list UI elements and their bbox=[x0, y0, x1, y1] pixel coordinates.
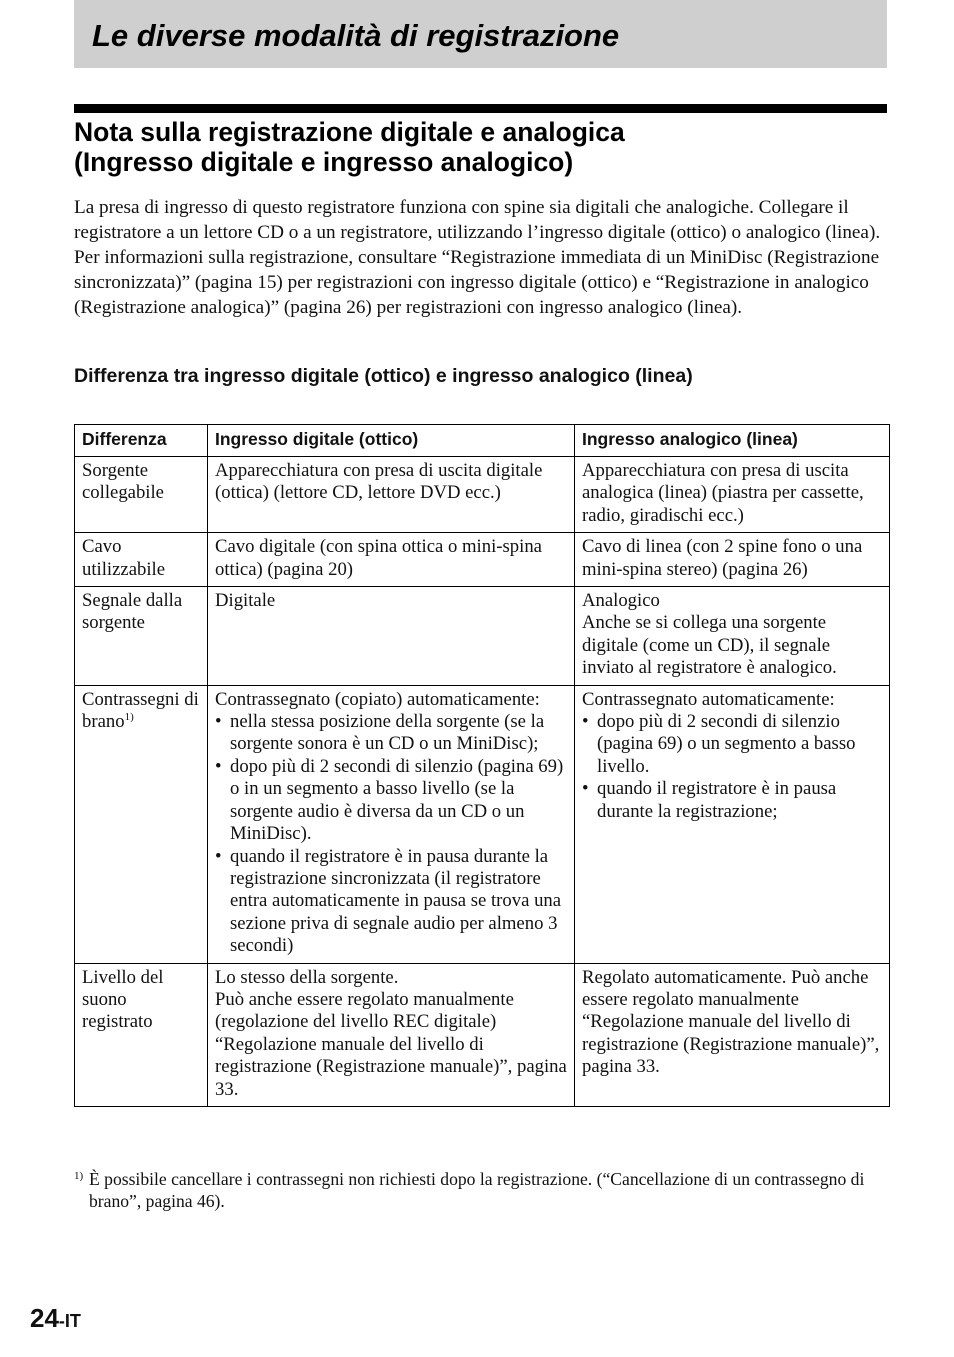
row-label: Contrassegni di brano bbox=[82, 688, 199, 733]
chapter-banner bbox=[74, 0, 887, 68]
page-language-suffix: -IT bbox=[58, 1311, 81, 1331]
digital-bullet-list bbox=[215, 711, 567, 957]
table-row bbox=[75, 685, 890, 963]
digital-cell-line: Lo stesso della sorgente. bbox=[215, 966, 399, 988]
analog-cell-intro: Contrassegnato automaticamente: bbox=[582, 688, 835, 710]
analog-cell bbox=[575, 685, 890, 963]
table-row bbox=[75, 457, 890, 533]
digital-cell-line: Può anche essere regolato manualmente (regolazione del livello REC digitale) “Regolazione manuale del livello di registrazione (Registrazione manuale)”, pagina 33. bbox=[215, 988, 567, 1100]
heading-rule bbox=[74, 104, 887, 113]
footnote-text: È possibile cancellare i contrassegni non richiesti dopo la registrazione. (“Cancellazione di un contrassegno di brano”, pagina 46). bbox=[89, 1169, 865, 1211]
analog-bullet-list bbox=[582, 711, 882, 823]
row-label: Segnale dalla sorgente bbox=[75, 587, 208, 686]
header-analog-input: Ingresso analogico (linea) bbox=[575, 425, 890, 457]
digital-cell bbox=[208, 685, 575, 963]
list-item: • dopo più di 2 secondi di silenzio (pagina 69) o in un segmento a basso livello (se la sorgente audio è diversa da un CD o un MiniDisc). bbox=[215, 756, 567, 846]
analog-cell: Regolato automaticamente. Può anche essere regolato manualmente “Regolazione manuale del livello di registrazione (Registrazione manuale)”, pagina 33. bbox=[575, 963, 890, 1106]
analog-cell-line: Anche se si collega una sorgente digitale (come un CD), il segnale inviato al registratore è analogico. bbox=[582, 612, 837, 679]
table-row bbox=[75, 533, 890, 587]
row-label-cell bbox=[75, 685, 208, 963]
table-row bbox=[75, 587, 890, 686]
table-heading: Differenza tra ingresso digitale (ottico) e ingresso analogico (linea) bbox=[74, 365, 693, 387]
digital-cell: Cavo digitale (con spina ottica o mini-spina ottica) (pagina 20) bbox=[208, 533, 575, 587]
list-item: • nella stessa posizione della sorgente (se la sorgente sonora è un CD o un MiniDisc); bbox=[215, 711, 567, 756]
section-heading-line-1: Nota sulla registrazione digitale e analogica bbox=[74, 117, 625, 147]
section-heading-line-2: (Ingresso digitale e ingresso analogico) bbox=[74, 147, 574, 177]
row-label: Livello del suono registrato bbox=[75, 963, 208, 1106]
analog-cell: Apparecchiatura con presa di uscita analogica (linea) (piastra per cassette, radio, giradischi ecc.) bbox=[575, 457, 890, 533]
list-item: • quando il registratore è in pausa durante la registrazione; bbox=[582, 778, 882, 823]
table-row bbox=[75, 963, 890, 1106]
header-difference: Differenza bbox=[75, 425, 208, 457]
analog-cell-line: Analogico bbox=[582, 590, 660, 612]
page-number-value: 24 bbox=[30, 1303, 59, 1333]
analog-cell: Cavo di linea (con 2 spine fono o una mini-spina stereo) (pagina 26) bbox=[575, 533, 890, 587]
header-digital-input: Ingresso digitale (ottico) bbox=[208, 425, 575, 457]
digital-cell-intro: Contrassegnato (copiato) automaticamente: bbox=[215, 688, 540, 710]
digital-cell: Apparecchiatura con presa di uscita digitale (ottica) (lettore CD, lettore DVD ecc.) bbox=[208, 457, 575, 533]
list-item: • dopo più di 2 secondi di silenzio (pagina 69) o un segmento a basso livello. bbox=[582, 711, 882, 778]
section-heading bbox=[74, 117, 894, 177]
row-label: Cavo utilizzabile bbox=[75, 533, 208, 587]
intro-paragraph: La presa di ingresso di questo registratore funziona con spine sia digitali che analogiche. Collegare il registratore a un lettore CD o a un registratore, utilizzando l’ingresso digitale (ottico) o analogico (linea). Per informazioni sulla registrazione, consultare “Registrazione immediata di un MiniDisc (Registrazione sincronizzata)” (pagina 15) per registrazioni con ingresso digitale (ottico) e “Registrazione in analogico (Registrazione analogica)” (pagina 26) per registrazioni con ingresso analogico (linea). bbox=[74, 197, 881, 318]
list-item: • quando il registratore è in pausa durante la registrazione sincronizzata (il registratore entra automaticamente in pausa se trova una sezione priva di segnale audio per almeno 3 secondi) bbox=[215, 846, 567, 958]
analog-cell bbox=[575, 587, 890, 686]
page-number bbox=[30, 1303, 81, 1336]
comparison-table bbox=[74, 424, 890, 1107]
footnote bbox=[74, 1168, 890, 1212]
row-label: Sorgente collegabile bbox=[75, 457, 208, 533]
digital-cell bbox=[208, 963, 575, 1106]
chapter-title: Le diverse modalità di registrazione bbox=[92, 18, 620, 53]
digital-cell: Digitale bbox=[208, 587, 575, 686]
footnote-reference: 1) bbox=[124, 711, 134, 724]
footnote-marker: 1) bbox=[74, 1170, 84, 1182]
table-header-row bbox=[75, 425, 890, 457]
